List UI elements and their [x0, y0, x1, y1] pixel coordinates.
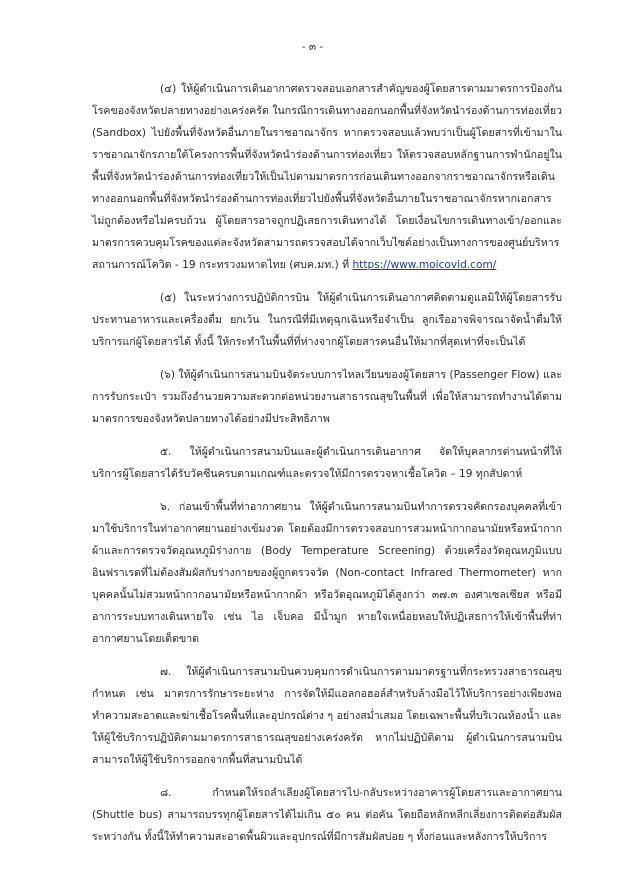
section-6: ๖. ก่อนเข้าพื้นที่ท่าอากาศยาน ให้ผู้ดำเนินการสนามบินทำการตรวจคัดกรองบุคคลที่เข้ามาใช้บริการในท่าอากาศยานอย่างเข้มงวด โดยต้องมีการตรวจสอบการสวมหน้ากากอนามัยหรือหน้ากากผ้าและการตรวจวัดอุณหภูมิร่างกาย (Body Temperature Screening) ด้วยเครื่องวัดอุณหภูมิแบบอินฟราเรดที่ไม่ต้องสัมผัสกับร่างกายของผู้ถูกตรวจวัด (Non-contact Infrared Thermometer) หากบุคคลนั้นไม่สวมหน้ากากอนามัยหรือหน้ากากผ้า หรือวัดอุณหภูมิได้สูงกว่า ๓๗.๓ องศาเซลเซียส หรือมีอาการระบบทางเดินหายใจ เช่น ไอ เจ็บคอ มีน้ำมูก หายใจเหนื่อยหอบให้ปฏิเสธการให้เข้าพื้นที่ท่าอากาศยานโดยเด็ดขาด — [92, 501, 562, 645]
moicovid-link[interactable]: https://www.moicovid.com/ — [352, 259, 497, 271]
section-5: ๕. ให้ผู้ดำเนินการสนามบินและผู้ดำเนินการเดินอากาศ จัดให้บุคลากรด่านหน้าที่ให้บริการผู้โดยสารได้รับวัคซีนครบตามเกณฑ์และตรวจให้มีการตรวจหาเชื้อโควิด – 19 ทุกสัปดาห์ — [92, 446, 562, 480]
paragraph-4 — [92, 78, 562, 276]
paragraph-4-text: (๔) ให้ผู้ดำเนินการเดินอากาศตรวจสอบเอกสารสำคัญของผู้โดยสารตามมาตรการป้องกันโรคของจังหวัดปลายทางอย่างเคร่งครัด ในกรณีการเดินทางออกนอกพื้นที่จังหวัดนำร่องด้านการท่องเที่ยว (Sandbox) ไปยังพื้นที่จังหวัดอื่นภายในราชอาณาจักร หากตรวจสอบแล้วพบว่าเป็นผู้โดยสารที่เข้ามาในราชอาณาจักรภายใต้โครงการพื้นที่จังหวัดนำร่องด้านการท่องเที่ยว ให้ตรวจสอบหลักฐานการพำนักอยู่ในพื้นที่จังหวัดนำร่องด้านการท่องเที่ยวให้เป็นไปตามมาตรการก่อนเดินทางออกจากราชอาณาจักรหรือเดินทางออกนอกพื้นที่จังหวัดนำร่องด้านการท่องเที่ยวไปยังพื้นที่จังหวัดอื่นภายในราชอาณาจักรหากเอกสารไม่ถูกต้องหรือไม่ครบถ้วน ผู้โดยสารอาจถูกปฏิเสธการเดินทางได้ โดยเงื่อนไขการเดินทางเข้า/ออกและมาตรการควบคุมโรคของแต่ละจังหวัดสามารถตรวจสอบได้จากเว็บไซต์อย่างเป็นทางการของศูนย์บริหารสถานการณ์โควิด - 19 กระทรวงมหาดไทย (ศบค.มท.) ที่ — [92, 83, 562, 271]
page-number: - ๓ - — [301, 41, 324, 53]
section-8: ๘. กำหนดให้รถลำเลียงผู้โดยสารไป-กลับระหว่างอาคารผู้โดยสารและอากาศยาน (Shuttle bus) สามารถบรรทุกผู้โดยสารได้ไม่เกิน ๕๐ คน ต่อคัน โดยถือหลักหลีกเลี่ยงการติดต่อสัมผัสระหว่างกัน ทั้งนี้ให้ทำความสะอาดพื้นผิวและอุปกรณ์ที่มีการสัมผัสบ่อย ๆ ทั้งก่อนและหลังการให้บริการ — [92, 787, 562, 843]
section-7: ๗. ให้ผู้ดำเนินการสนามบินควบคุมการดำเนินการตามมาตรฐานที่กระทรวงสาธารณสุขกำหนด เช่น มาตรการรักษาระยะห่าง การจัดให้มีแอลกอฮอล์สำหรับล้างมือไว้ให้บริการอย่างเพียงพอ ทำความสะอาดและฆ่าเชื้อโรคพื้นที่และอุปกรณ์ต่าง ๆ อย่างสม่ำเสมอ โดยเฉพาะพื้นที่บริเวณห้องน้ำ และให้ผู้ใช้บริการปฏิบัติตามมาตรการสาธารณสุขอย่างเคร่งครัด หากไม่ปฏิบัติตาม ผู้ดำเนินการสนามบินสามารถให้ผู้ใช้บริการออกจากพื้นที่สนามบินได้ — [92, 666, 562, 766]
paragraph-6: (๖) ให้ผู้ดำเนินการสนามบินจัดระบบการไหลเวียนของผู้โดยสาร (Passenger Flow) และการรับกระเป๋า รวมถึงอำนวยความสะดวกต่อหน่วยงานสาธารณสุขในพื้นที่ เพื่อให้สามารถทำงานได้ตามมาตรการของจังหวัดปลายทางได้อย่างมีประสิทธิภาพ — [92, 369, 562, 425]
document-body — [92, 78, 562, 859]
paragraph-5: (๕) ในระหว่างการปฏิบัติการบิน ให้ผู้ดำเนินการเดินอากาศติดตามดูแลมิให้ผู้โดยสารรับประทานอาหารและเครื่องดื่ม ยกเว้น ในกรณีที่มีเหตุฉุกเฉินหรือจำเป็น ลูกเรืออาจพิจารณาจัดน้ำดื่มให้บริการแก่ผู้โดยสารได้ ทั้งนี้ ให้กระทำในพื้นที่ที่ห่างจากผู้โดยสารคนอื่นให้มากที่สุดเท่าที่จะเป็นได้ — [92, 292, 562, 348]
